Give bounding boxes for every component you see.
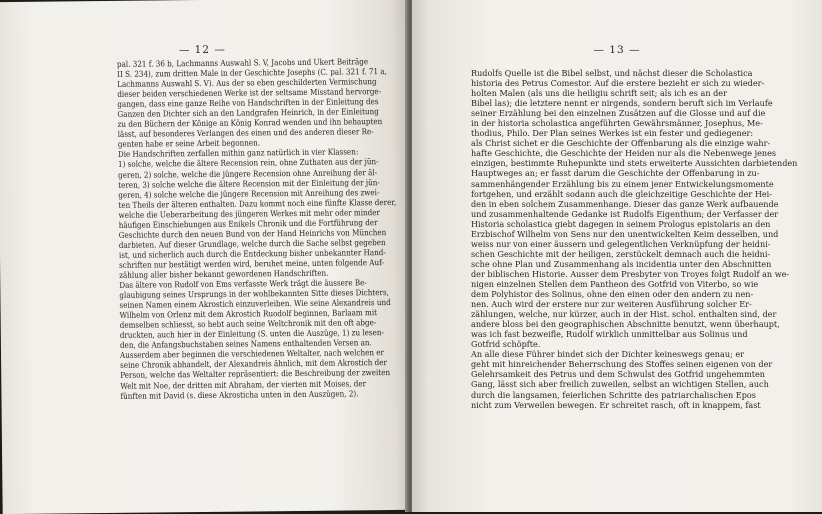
text-line: Rudolfs Quelle ist die Bibel selbst, und nächst dieser die Scholastica [471, 68, 753, 78]
text-line: andere bloss bei den geographischen Abschnitte benutzt, wenn überhaupt, [471, 319, 780, 330]
text-line: Historia scholastica giebt dagegen in seinem Prologus epistolaris an den [471, 218, 771, 229]
text-line: welche die Ueberarbeitung des jüngeren Werkes mit mehr oder minder [118, 206, 380, 220]
text-line: pal. 321 f. 36 b, Lachmanns Auswahl S. V, Jacobs und Ukert Beiträge [116, 56, 369, 69]
text-line: als Christ sichet er die Geschichte der Offenbarung als die einzige wahr- [471, 138, 771, 149]
text-line: Geschichte durch den neuen Bund von der Hand Heinrichs von München [118, 226, 387, 240]
text-line: Das ältere von Rudolf von Ems verfasste Werk trägt die äussere Be- [119, 277, 367, 290]
text-line: hafte Geschichte, die Geschichte der Heiden nur als die Nebenwege jenes [471, 148, 777, 159]
text-line: II S. 234), zum dritten Male in der Geschichte Josephs (C. pal. 321 f. 71 a, [117, 66, 387, 79]
text-line: zu den Büchern der Könige an König Konrad wenden und ihn behaupten [117, 116, 383, 130]
text-line: schriften nur bestätigt werden wird, beruhet meine, unten folgende Auf- [119, 257, 384, 270]
text-line: ten Theils der älteren enthalten. Dazu kommt noch eine fünfte Klasse derer, [118, 196, 397, 210]
text-line: geren, 4) solche welche die jüngere Recension mit Anreihung des zwei- [118, 186, 380, 200]
text-line: Gelehrsamkeit des Petrus und dem Schwulst des Gotfrid ungehemmten [471, 369, 766, 380]
text-line: sche ohne Plan und Zusammenhang als incidentia unter den Abschnitten [471, 258, 772, 269]
page-number-left: — 12 — [178, 43, 226, 57]
right-page [412, 0, 822, 512]
text-line: den in eben solchem Zusammenhange. Dieser das ganze Werk aufbauende [471, 198, 779, 209]
text-line: 1) solche, welche die ältere Recension rein, ohne Zuthaten aus der jün- [117, 156, 379, 170]
left-page-text [117, 56, 398, 400]
text-line: teren, 3) solche welche die ältere Recension mit der Einleitung der jün- [118, 176, 380, 190]
text-line: einzigen, bestimmte Ruhepunkte und stets erweiterte Aussichten darbietenden [471, 158, 798, 169]
text-line: seinen Namen einem Akrostich einzuverleiben. Wie seine Alexandreis und [119, 297, 391, 310]
text-line: nigen einzelnen Stellen dem Pantheon des Gotfrid von Viterbo, so wie [471, 278, 759, 289]
text-line: gangen, dass eine ganze Reihe von Handschriften in der Einleitung des [117, 96, 379, 110]
text-line: und zusammenhaltende Gedanke ist Rudolfs Eigenthum; der Verfasser der [471, 208, 779, 219]
text-line: Welt mit Noe, der dritten mit Abraham, der vierten mit Moises, der [120, 377, 367, 391]
text-line: den, die Anfangsbuchstaben seines Namens enthaltenden Versen an. [119, 337, 372, 351]
text-line: zählungen, welche, nur kürzer, auch in der Hist. schol. enthalten sind, der [471, 309, 777, 320]
text-line: Ausserdem aber beginnen die verschiedenen Weltalter, nach welchen er [119, 347, 384, 361]
text-line: fünften mit David (s. diese Akrosticha unten in den Auszügen, 2). [120, 387, 359, 401]
text-line: der biblischen Historie. Ausser dem Presbyter von Troyes folgt Rudolf an we- [471, 268, 790, 279]
text-line: Hauptweges an; er fasst darum die Geschichte der Offenbarung in zu- [471, 168, 760, 179]
text-line: druckten, auch hier in der Einleitung (S. unten die Auszüge, 1) zu lesen- [119, 327, 384, 341]
text-line: Bibel las); die letztere nennt er nirgends, sondern beruft sich im Verlaufe [471, 98, 773, 109]
text-line: Gotfrid schöpfte. [471, 339, 541, 350]
text-line: geht mit hinreichender Beherrschung des Stoffes seinen eigenen von der [471, 359, 773, 370]
text-line: sammenhängender Erzählung bis zu einem jener Entwickelungsmomente [471, 178, 774, 189]
text-line: dem Polyhistor des Solinus, ohne den einen oder den andern zu nen- [471, 289, 754, 300]
text-line: historia des Petrus Comestor. Auf die erstere bezieht er sich zu wieder- [471, 78, 765, 89]
text-line: holten Malen (als uns die heiligiu schrift seit; als ich es an der [471, 88, 727, 99]
text-line: seine Chronik abhandelt, der Alexandreis ähnlich, mit dem Akrostich der [120, 357, 388, 371]
text-line: zählung aller bisher bekannt gewordenen Handschriften. [119, 267, 329, 280]
text-line: nen. Auch wird der erstere nur zur weiteren Ausführung solcher Er- [471, 299, 752, 310]
text-line: thodius, Philo. Der Plan seines Werkes ist ein fester und gediegener: [471, 128, 754, 139]
text-line: Lachmanns Auswahl S. V). Aus der so eben geschilderten Vermischung [117, 76, 377, 89]
text-line: seiner Erzählung bei den einzelnen Zusätzen auf die Glosse und auf die [471, 108, 766, 119]
text-line: lässt, auf besonderes Verlangen des einen und des anderen dieser Re- [117, 126, 374, 140]
text-line: weiss nur von einer äussern und gelegentlichen Verknüpfung der heidni- [471, 238, 771, 249]
text-line: dieser beiden verschiedenen Werke ist der seltsame Misstand hervorge- [117, 86, 382, 99]
text-line: genten habe er seine Arbeit begonnen. [117, 137, 261, 150]
right-page-text [471, 68, 797, 410]
text-line: Ganzen den Dichter sich an den Landgrafen Heinrich, in der Einleitung [117, 106, 379, 120]
text-line: häufigen Einschiebungen aus Enikels Chronik und die Fortführung der [118, 216, 378, 230]
text-line: demselben schliesst, so hebt auch seine Weltchronik mit den oft abge- [119, 317, 377, 331]
text-line: schen Geschichte mit der heiligen, zerstückelt demnach auch die heidni- [471, 248, 771, 259]
text-line: nicht zum Verweilen bewegen. Er schreitet rasch, oft in knappem, fast [471, 399, 761, 410]
text-line: was ich fast bezweifle, Rudolf wirklich unmittelbar aus Solinus und [471, 329, 748, 340]
text-line: glaubigung seines Ursprungs in der wohlbekannten Sitte dieses Dichters, [119, 287, 389, 300]
text-line: Erzbischof Wilhelm von Sens nur den unentwickelten Keim desselben, und [471, 228, 779, 239]
text-line: Gang, lässt sich aber freilich zuweilen, selbst an wichtigen Stellen, auch [471, 379, 769, 390]
page-number-right: — 13 — [593, 44, 641, 56]
text-line: ist, und sicherlich auch durch die Entdeckung bisher unbekannter Hand- [118, 246, 386, 260]
text-line: darbieten. Auf dieser Grundlage, welche durch die Sache selbst gegeben [118, 236, 386, 250]
text-line: fortgehen, und erzählt sodann auch die gleichzeitige Geschichte der Hei- [471, 188, 773, 199]
text-line: geren, 2) solche, welche die jüngere Recension ohne Anreihung der äl- [118, 166, 378, 180]
text-line: Die Handschriften zerfallen mithin ganz natürlich in vier Klassen: [117, 146, 359, 160]
text-line: in der historia scholastica angeführten Gewährsmänner, Josephus, Me- [471, 118, 763, 129]
text-line: An alle diese Führer bindet sich der Dichter keineswegs genau; er [471, 349, 745, 360]
text-line: durch die langsamen, feierlichen Schritte des patriarchalischen Epos [471, 389, 756, 400]
text-line: Person, welche das Weltalter repräsentiert: die Beschreibung der zweiten [120, 367, 391, 381]
text-line: Wilhelm von Orlenz mit dem Akrostich Ruodolf beginnen, Barlaam mit [119, 307, 378, 321]
